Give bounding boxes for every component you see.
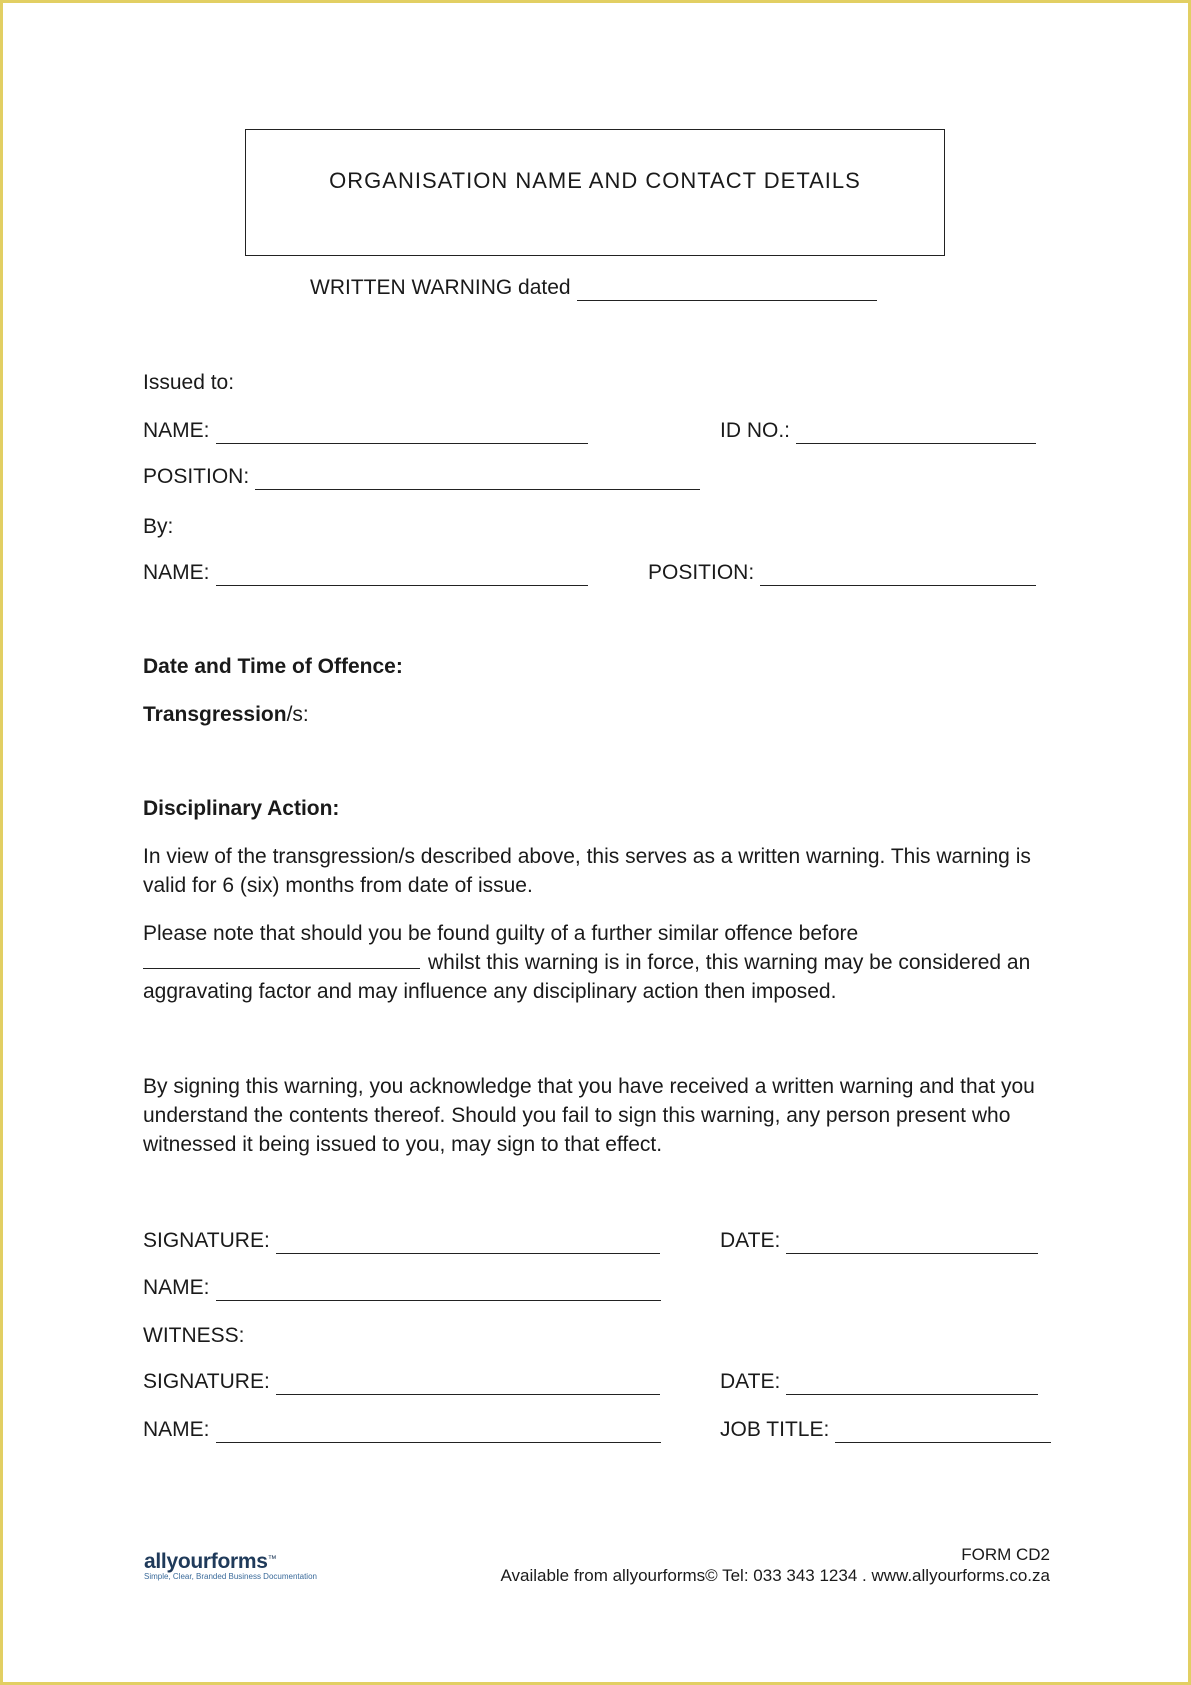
footer-info (500, 1544, 1050, 1586)
witness-date-field (720, 1369, 1038, 1395)
warning-dated-field (310, 275, 877, 301)
disciplinary-paragraph-1: In view of the transgression/s described above, this serves as a written warning. This warning is valid for 6 (six) months from date of issue. (143, 845, 1031, 897)
acknowledgement-paragraph: By signing this warning, you acknowledge that you have received a written warning and that you understand the contents thereof. Should you fail to sign this warning, any person present who witnessed it being issued to you, may sign to that effect. (143, 1075, 1035, 1156)
witness-signature-label: SIGNATURE: (143, 1370, 270, 1393)
signature-field (143, 1228, 660, 1254)
issued-to-position-label: POSITION: (143, 465, 250, 488)
disciplinary-paragraph-2 (143, 919, 1063, 1006)
signatory-name-label: NAME: (143, 1276, 210, 1299)
date-time-offence-label: Date and Time of Offence: (143, 655, 403, 678)
warning-date-line[interactable] (577, 282, 877, 301)
issued-to-heading: Issued to: (143, 371, 235, 394)
job-title-label: JOB TITLE: (720, 1418, 830, 1441)
availability-line: Available from allyourforms© Tel: 033 343 1234 . www.allyourforms.co.za (500, 1566, 1050, 1585)
witness-name-label: NAME: (143, 1418, 210, 1441)
form-code: FORM CD2 (961, 1545, 1050, 1564)
transgression-label-bold: Transgression (143, 703, 287, 726)
transgression-label (143, 702, 309, 728)
date-field (720, 1228, 1038, 1254)
warning-dated-label: WRITTEN WARNING dated (310, 276, 571, 299)
witness-heading: WITNESS: (143, 1324, 245, 1347)
by-position-label: POSITION: (648, 561, 755, 584)
date-line[interactable] (786, 1235, 1038, 1254)
transgression-label-suffix: /s: (286, 703, 309, 726)
issued-to-id-label: ID NO.: (720, 419, 791, 442)
witness-date-label: DATE: (720, 1370, 781, 1393)
signatory-name-line[interactable] (216, 1282, 661, 1301)
logo-tagline: Simple, Clear, Branded Business Documentation (144, 1572, 317, 1581)
organisation-title: ORGANISATION NAME AND CONTACT DETAILS (329, 168, 861, 193)
issued-to-id-field (720, 418, 1036, 444)
witness-name-line[interactable] (216, 1424, 661, 1443)
by-name-label: NAME: (143, 561, 210, 584)
issued-to-name-field (143, 418, 588, 444)
job-title-field (720, 1417, 1051, 1443)
disciplinary-paragraph-2-start: Please note that should you be found guilty of a further similar offence before (143, 922, 859, 945)
allyourforms-logo (144, 1550, 317, 1581)
signature-line[interactable] (276, 1235, 660, 1254)
issued-to-position-line[interactable] (255, 471, 700, 490)
disciplinary-action-heading: Disciplinary Action: (143, 797, 340, 820)
logo-trademark: ™ (267, 1553, 277, 1564)
issued-to-name-label: NAME: (143, 419, 210, 442)
witness-signature-line[interactable] (276, 1376, 660, 1395)
issued-to-position-field (143, 464, 700, 490)
signatory-name-field (143, 1275, 661, 1301)
issued-to-name-line[interactable] (216, 425, 588, 444)
date-label: DATE: (720, 1229, 781, 1252)
by-name-line[interactable] (216, 567, 588, 586)
by-position-field (648, 560, 1036, 586)
signature-label: SIGNATURE: (143, 1229, 270, 1252)
by-heading: By: (143, 515, 174, 538)
offence-deadline-line[interactable] (143, 948, 420, 969)
witness-name-field (143, 1417, 661, 1443)
organisation-box (245, 129, 945, 256)
disciplinary-paragraph-2-rest: whilst this warning is in force, this warning may be considered an aggravating factor and may influence any disciplinary action then imposed. (143, 951, 1031, 1003)
by-name-field (143, 560, 588, 586)
job-title-line[interactable] (835, 1424, 1051, 1443)
witness-date-line[interactable] (786, 1376, 1038, 1395)
witness-signature-field (143, 1369, 660, 1395)
logo-wordmark: allyourforms (144, 1550, 268, 1573)
by-position-line[interactable] (760, 567, 1036, 586)
issued-to-id-line[interactable] (796, 425, 1036, 444)
